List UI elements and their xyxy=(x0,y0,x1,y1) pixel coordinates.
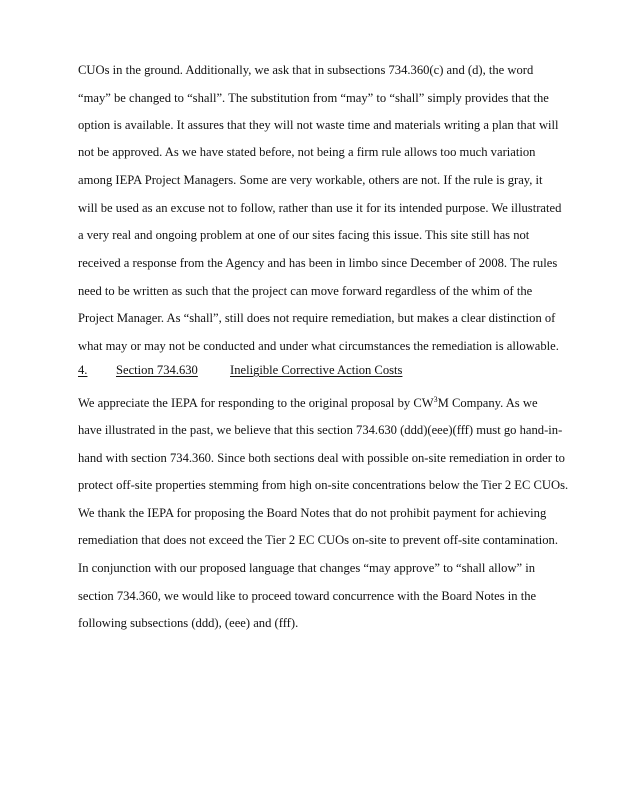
section-heading xyxy=(78,362,403,378)
paragraph-2-line-2: have illustrated in the past, we believe that this section 734.630 (ddd)(eee)(fff) must go hand-in- xyxy=(78,423,563,437)
paragraph-2-line-7: In conjunction with our proposed language that changes “may approve” to “shall allow” in xyxy=(78,561,536,575)
paragraph-2-line-8: section 734.360, we would like to proceed toward concurrence with the Board Notes in the xyxy=(78,589,537,603)
paragraph-1-line-11: what may or may not be conducted and under what circumstances the remediation is allowable. xyxy=(78,339,559,353)
paragraph-2-line-1-start: We appreciate the IEPA for responding to the original proposal by CW xyxy=(78,396,434,410)
paragraph-1-line-2: “may” be changed to “shall”. The substitution from “may” to “shall” simply provides that the xyxy=(78,91,549,105)
paragraph-2-line-1-end: M Company. As we xyxy=(437,396,538,410)
paragraph-1-line-10: Project Manager. As “shall”, still does not require remediation, but makes a clear distinction of xyxy=(78,311,556,325)
paragraph-1-line-1: CUOs in the ground. Additionally, we ask that in subsections 734.360(c) and (d), the word xyxy=(78,63,534,77)
paragraph-1-line-6: will be used as an excuse not to follow, rather than use it for its intended purpose. We illustrated xyxy=(78,201,562,215)
paragraph-2-line-9: following subsections (ddd), (eee) and (fff). xyxy=(78,616,299,630)
section-heading-title: Ineligible Corrective Action Costs xyxy=(230,363,403,377)
paragraph-2-line-5: We thank the IEPA for proposing the Board Notes that do not prohibit payment for achieving xyxy=(78,506,547,520)
paragraph-2-line-1 xyxy=(78,395,538,411)
paragraph-1-line-7: a very real and ongoing problem at one of our sites facing this issue. This site still has not xyxy=(78,228,530,242)
paragraph-1-line-3: option is available. It assures that they will not waste time and materials writing a plan that will xyxy=(78,118,559,132)
section-heading-section: Section 734.630 xyxy=(116,363,198,377)
paragraph-1-line-4: not be approved. As we have stated before, not being a firm rule allows too much variation xyxy=(78,145,536,159)
superscript-3: 3 xyxy=(433,394,438,404)
paragraph-1-line-8: received a response from the Agency and has been in limbo since December of 2008. The rules xyxy=(78,256,558,270)
paragraph-1-line-9: need to be written as such that the project can move forward regardless of the whim of the xyxy=(78,284,533,298)
paragraph-2-line-3: hand with section 734.360. Since both sections deal with possible on-site remediation in order to xyxy=(78,451,565,465)
paragraph-2-line-4: protect off-site properties stemming from high on-site concentrations below the Tier 2 EC CUOs. xyxy=(78,478,569,492)
paragraph-2-line-6: remediation that does not exceed the Tier 2 EC CUOs on-site to prevent off-site contamination. xyxy=(78,533,558,547)
paragraph-1-line-5: among IEPA Project Managers. Some are very workable, others are not. If the rule is gray, it xyxy=(78,173,543,187)
section-heading-number: 4. xyxy=(78,363,88,377)
